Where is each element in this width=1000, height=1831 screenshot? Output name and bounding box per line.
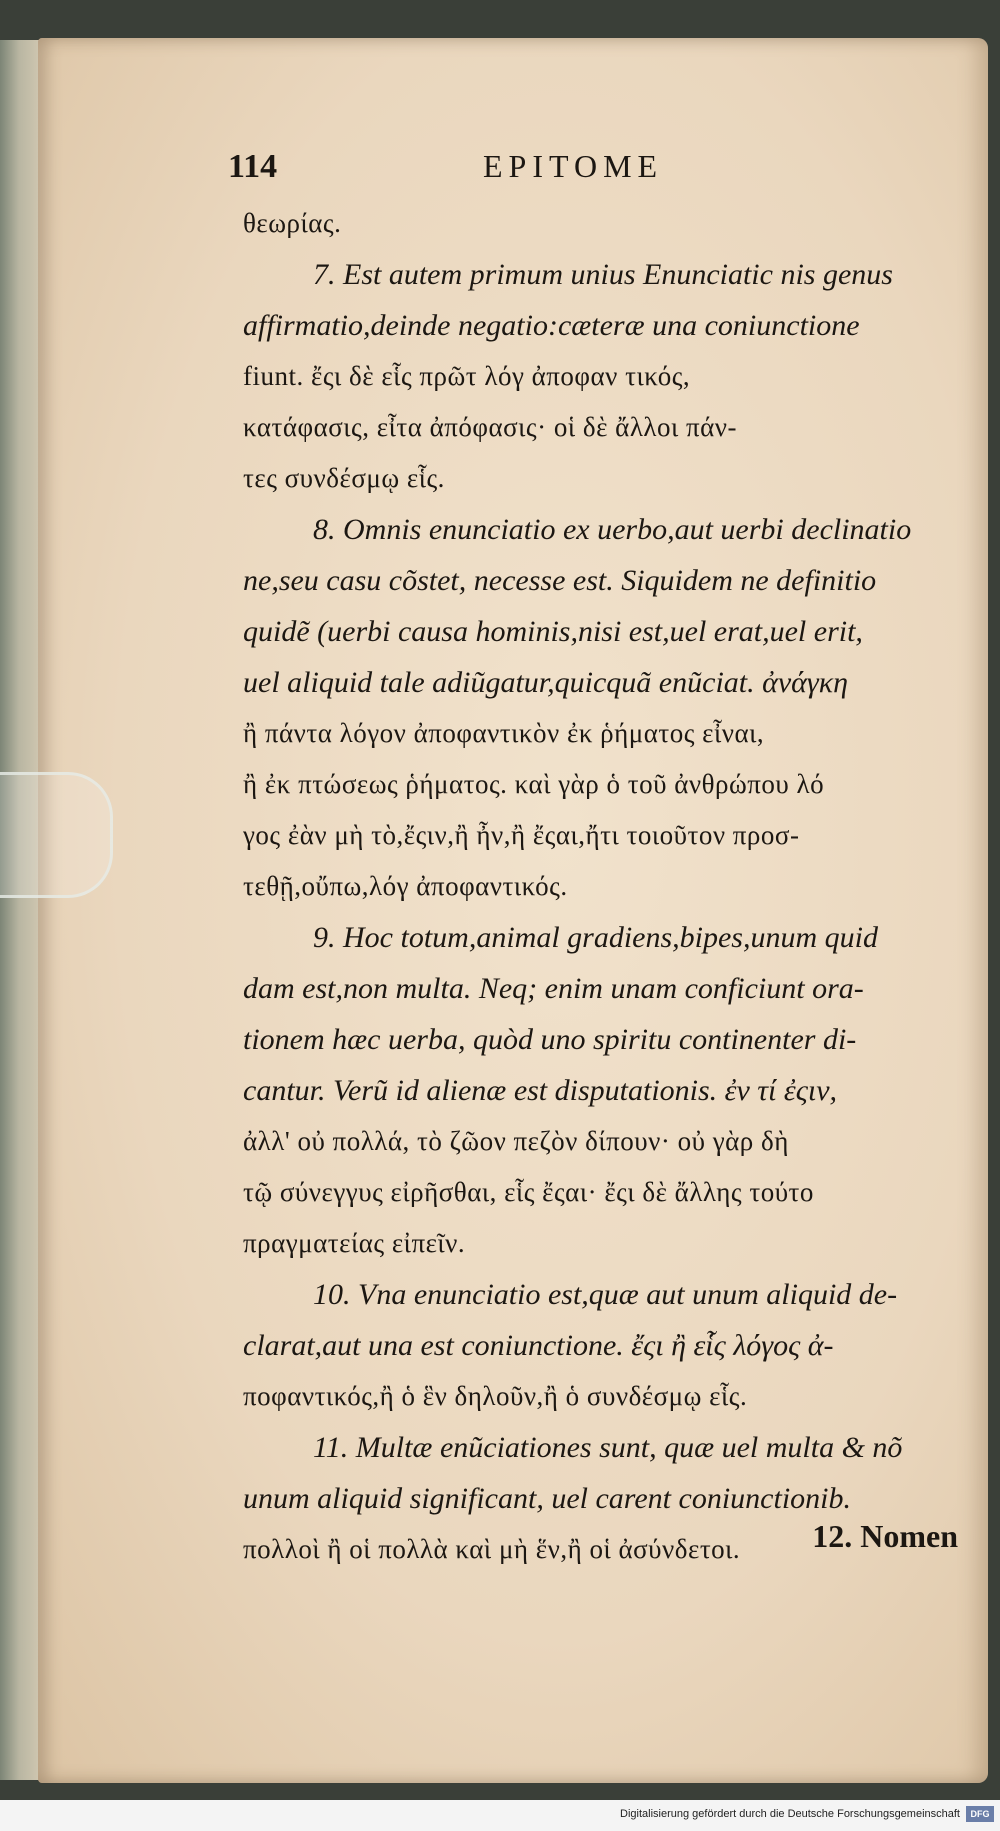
text-line: κατάφασις, εἶτα ἀπόφασις· οἱ δὲ ἄλλοι πάν-	[243, 412, 738, 442]
book-page	[38, 38, 988, 1783]
text-line: γος ἐὰν μὴ τὸ,ἔςιν,ἢ ἦν,ἢ ἔςαι,ἤτι τοιοῦτον προσ-	[243, 820, 800, 850]
text-line: tionem hæc uerba, quòd uno spiritu continenter di-	[243, 1023, 857, 1056]
text-line: clarat,aut una est coniunctione. ἔςι ἢ εἷς λόγος ἀ-	[243, 1329, 834, 1362]
footer-bar	[0, 1800, 1000, 1831]
text-line: ne,seu casu cõstet, necesse est. Siquidem ne definitio	[243, 564, 877, 597]
text-line: τες συνδέσμῳ εἷς.	[243, 463, 445, 493]
text-line: fiunt. ἔςι δὲ εἷς πρῶτ λόγ ἀποφαν τικός,	[243, 361, 691, 391]
catchword: 12. Nomen	[812, 1518, 958, 1554]
text-line: τεθῇ,οὔπω,λόγ ἀποφαντικός.	[243, 871, 568, 901]
text-line: 10. Vna enunciatio est,quæ aut unum aliquid de-	[313, 1278, 898, 1311]
text-line: 7. Est autem primum unius Enunciatic nis genus	[313, 258, 893, 291]
text-line: 8. Omnis enunciatio ex uerbo,aut uerbi declinatio	[313, 513, 912, 546]
text-line: unum aliquid significant, uel carent coniunctionib.	[243, 1482, 851, 1515]
text-line: πολλοὶ ἢ οἱ πολλὰ καὶ μὴ ἕν,ἢ οἱ ἀσύνδετοι.	[243, 1534, 741, 1564]
text-line: cantur. Verũ id alienæ est disputationis. ἐν τί ἐςιν,	[243, 1074, 838, 1107]
text-line: ποφαντικός,ἢ ὁ ἓν δηλοῦν,ἢ ὁ συνδέσμῳ εἷς.	[243, 1381, 748, 1411]
text-line: πραγματείας εἰπεῖν.	[243, 1228, 466, 1258]
funding-credit: Digitalisierung gefördert durch die Deutsche Forschungsgemeinschaft	[620, 1808, 960, 1820]
text-line: ἢ πάντα λόγον ἀποφαντικὸν ἐκ ῥήματος εἶναι,	[243, 718, 765, 748]
page-header	[228, 148, 988, 188]
text-line: 11. Multæ enũciationes sunt, quæ uel multa & nõ	[313, 1431, 903, 1464]
text-line: ἢ ἐκ πτώσεως ῥήματος. καὶ γὰρ ὁ τοῦ ἀνθρώπου λό	[243, 769, 825, 799]
text-line: quidẽ (uerbi causa hominis,nisi est,uel erat,uel erit,	[243, 615, 863, 648]
text-line: uel aliquid tale adiũgatur,quicquã enũciat. ἀνάγκη	[243, 666, 849, 699]
text-line: ἀλλ' οὐ πολλά, τὸ ζῶον πεζὸν δίπουν· οὐ γὰρ δὴ	[243, 1126, 789, 1156]
text-line: θεωρίας.	[243, 208, 342, 238]
running-title: EPITOME	[483, 148, 664, 184]
text-line: 9. Hoc totum,animal gradiens,bipes,unum quid	[313, 921, 878, 954]
page-number: 114	[228, 148, 278, 185]
dfg-logo: DFG	[966, 1806, 994, 1822]
text-line: affirmatio,deinde negatio:cæteræ una coniunctione	[243, 309, 860, 342]
page-clip	[0, 772, 113, 898]
text-line: τῷ σύνεγγυς εἰρῆσθαι, εἷς ἔςαι· ἔςι δὲ ἄλλης τούτο	[243, 1177, 814, 1207]
text-line: dam est,non multa. Neq; enim unam conficiunt ora-	[243, 972, 864, 1005]
text-block	[243, 198, 1000, 1575]
